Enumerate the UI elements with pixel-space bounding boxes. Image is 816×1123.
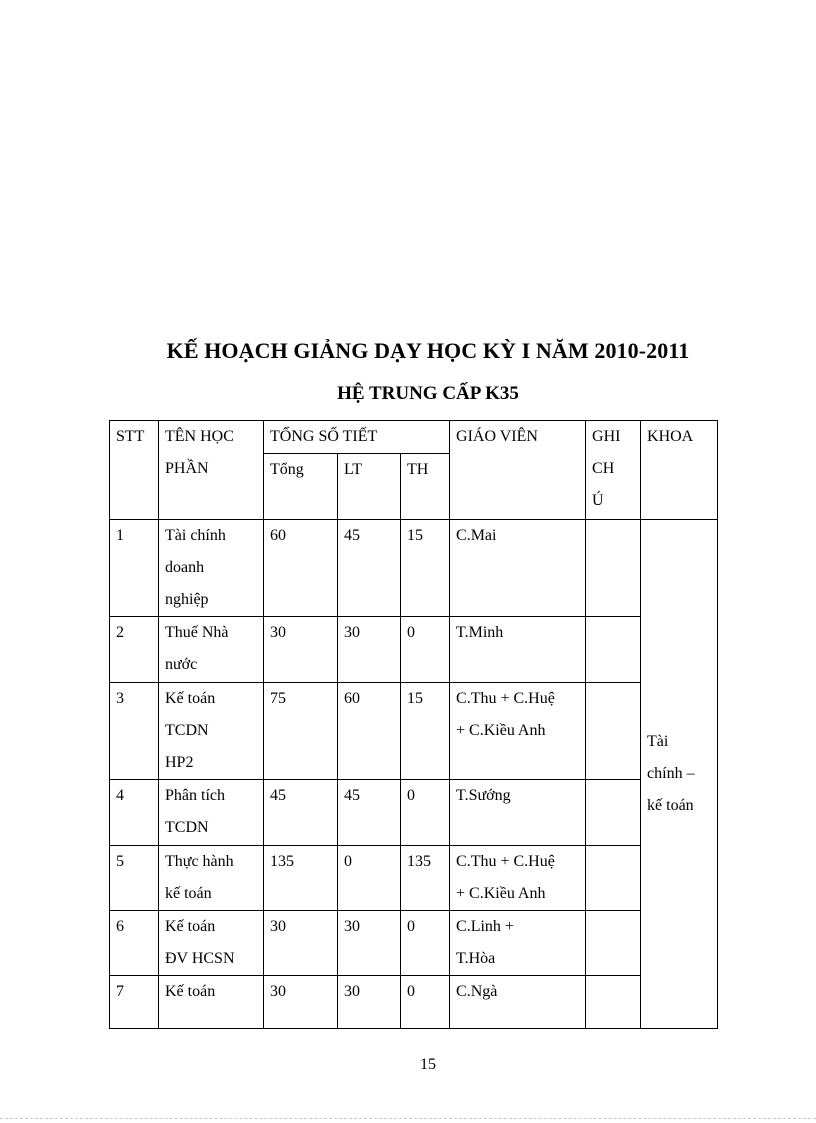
row-name-line: nước [165,656,198,673]
header-ten-hoc-phan-line1: TÊN HỌC [165,428,234,445]
row-tong: 30 [264,617,338,683]
row-th: 15 [401,683,450,780]
row-gv-line: T.Hòa [456,950,496,967]
row-stt: 3 [110,683,159,780]
row-lt: 60 [338,683,401,780]
row-name-line: Kế toán [165,983,216,1000]
row-gv-line: C.Ngà [456,983,498,1000]
khoa-line: chính – [647,765,695,782]
page-title: KẾ HOẠCH GIẢNG DẠY HỌC KỲ I NĂM 2010-2011 [166,338,690,363]
row-tong: 30 [264,976,338,1029]
row-name-line: Phân tích [165,787,225,804]
row-lt: 0 [338,846,401,911]
row-stt: 2 [110,617,159,683]
row-ghi-chu [586,846,641,911]
row-stt: 1 [110,520,159,617]
row-gv-line: C.Linh + [456,918,514,935]
row-th: 0 [401,976,450,1029]
row-name-line: nghiệp [165,591,209,608]
row-gv-line: T.Sướng [456,787,511,804]
row-gv [450,780,586,846]
header-ghi-chu-line3: Ú [592,492,604,509]
row-tong: 60 [264,520,338,617]
row-gv [450,520,586,617]
row-name [159,911,264,976]
row-name-line: Thực hành [165,853,234,870]
row-gv-line: + C.Kiều Anh [456,885,546,902]
row-gv-line: C.Thu + C.Huệ [456,853,555,870]
header-lt: LT [338,454,401,520]
table-row [110,846,718,911]
row-ghi-chu [586,911,641,976]
row-lt: 30 [338,617,401,683]
row-name [159,780,264,846]
row-ghi-chu [586,683,641,780]
table-row [110,780,718,846]
row-stt: 5 [110,846,159,911]
row-name-line: TCDN [165,722,209,739]
row-gv [450,683,586,780]
row-lt: 45 [338,780,401,846]
row-th: 15 [401,520,450,617]
row-name [159,846,264,911]
row-gv [450,846,586,911]
row-name-line: Kế toán [165,690,216,707]
khoa-cell [641,520,718,1029]
row-tong: 75 [264,683,338,780]
row-name-line: TCDN [165,819,209,836]
row-name-line: doanh [165,559,205,576]
khoa-line: Tài [647,733,669,750]
header-giao-vien: GIÁO VIÊN [450,421,586,520]
row-tong: 135 [264,846,338,911]
row-ghi-chu [586,780,641,846]
teaching-plan-table [109,420,718,1029]
row-name-line: Tài chính [165,527,226,544]
page-subtitle: HỆ TRUNG CẤP K35 [337,383,519,404]
table-row [110,976,718,1029]
header-stt: STT [110,421,159,520]
row-th: 0 [401,780,450,846]
row-stt: 7 [110,976,159,1029]
table-row [110,520,718,617]
header-ten-hoc-phan [159,421,264,520]
row-ghi-chu [586,617,641,683]
row-gv [450,617,586,683]
row-name-line: HP2 [165,754,194,771]
header-tong-so-tiet: TỔNG SỐ TIẾT [264,421,450,454]
row-name [159,617,264,683]
row-stt: 6 [110,911,159,976]
header-th: TH [401,454,450,520]
table-row [110,683,718,780]
row-name [159,976,264,1029]
row-name-line: kế toán [165,885,212,902]
row-th: 0 [401,617,450,683]
row-tong: 30 [264,911,338,976]
row-ghi-chu [586,976,641,1029]
header-khoa: KHOA [641,421,718,520]
page-divider [0,1118,816,1119]
page-number: 15 [420,1056,436,1073]
row-lt: 30 [338,911,401,976]
table-row [110,617,718,683]
row-gv-line: C.Mai [456,527,497,544]
row-stt: 4 [110,780,159,846]
row-ghi-chu [586,520,641,617]
row-gv [450,976,586,1029]
row-name [159,683,264,780]
row-lt: 45 [338,520,401,617]
header-ghi-chu [586,421,641,520]
header-tong: Tổng [264,454,338,520]
header-row-1 [110,421,718,454]
row-gv-line: + C.Kiều Anh [456,722,546,739]
row-name [159,520,264,617]
row-name-line: ĐV HCSN [165,950,235,967]
row-gv-line: C.Thu + C.Huệ [456,690,555,707]
row-th: 135 [401,846,450,911]
row-name-line: Kế toán [165,918,216,935]
header-ghi-chu-line2: CH [592,460,615,477]
row-tong: 45 [264,780,338,846]
header-ten-hoc-phan-line2: PHẦN [165,460,209,477]
row-gv [450,911,586,976]
row-th: 0 [401,911,450,976]
row-lt: 30 [338,976,401,1029]
row-gv-line: T.Minh [456,624,504,641]
header-ghi-chu-line1: GHI [592,428,621,445]
table-row [110,911,718,976]
khoa-line: kế toán [647,797,694,814]
row-name-line: Thuế Nhà [165,624,229,641]
